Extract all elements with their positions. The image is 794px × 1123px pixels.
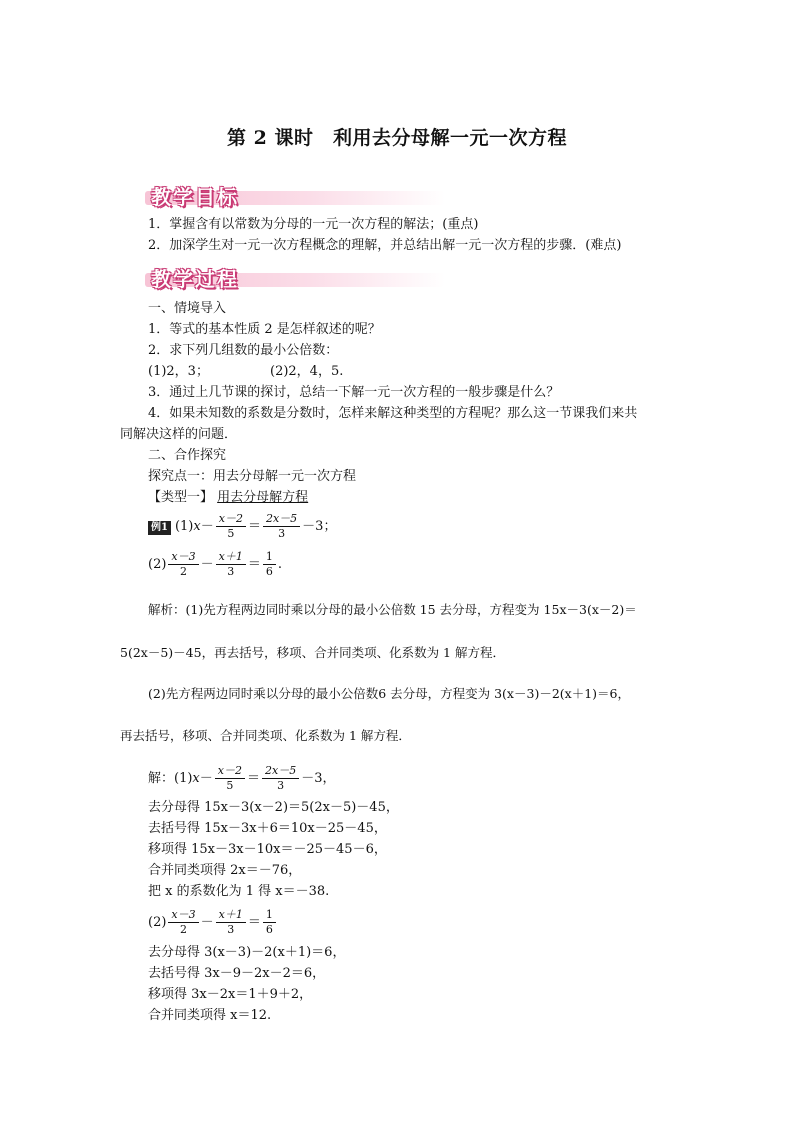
example-eq2: (2) $\frac{x-3}{2}$ － $\frac{x+1}{3}$ ＝ $\frac{1}{6}$ . [148,550,282,578]
solution-eq1: 解：(1)x－ $\frac{x-2}{5}$ ＝ $\frac{2x-5}{3}$ －3， [148,764,336,792]
fraction: $\frac{x-3}{2}$ [168,550,198,579]
section-banner-goals [145,181,445,207]
step2-4: 合并同类项得 x＝12. [148,1008,272,1023]
fraction: $\frac{2x-5}{3}$ [262,764,299,793]
intro-heading: 一、情境导入 [148,301,227,316]
intro-q1: 1．等式的基本性质 2 是怎样叙述的呢？ [148,322,381,337]
intro-q2a: (1)2，3； [148,364,209,379]
eq2-prefix: (2) [148,557,167,572]
intro-q2: 2．求下列几组数的最小公倍数： [148,343,339,358]
fraction: $\frac{1}{6}$ [263,908,276,937]
type-tag: 【类型一】 [148,490,214,505]
explore-heading: 二、合作探究 [148,448,227,463]
solution-eq2: (2) $\frac{x-3}{2}$ － $\frac{x+1}{3}$ ＝ $\frac{1}{6}$ [148,908,278,937]
eq2-end: . [277,557,282,572]
fraction: $\frac{x+1}{3}$ [216,550,246,579]
intro-q3: 3．通过上几节课的探讨，总结一下解一元一次方程的一般步骤是什么？ [148,385,560,400]
type-title: 用去分母解方程 [217,490,309,505]
step1-2: 去括号得 15x－3x＋6＝10x－25－45， [148,821,387,836]
analysis-p1b: 5(2x－5)－45，再去括号，移项、合并同类项、化系数为 1 解方程． [120,645,505,660]
eq1-prefix: (1) [174,519,194,534]
solution-tail: －3， [301,771,336,786]
step1-4: 合并同类项得 2x＝－76， [148,863,302,878]
example-eq1: 例1 (1)x－ $\frac{x-2}{5}$ ＝ $\frac{2x-5}{3}$ －3； [148,512,336,541]
fraction: $\frac{2x-5}{3}$ [263,512,300,541]
analysis-p2a: (2)先方程两边同时乘以分母的最小公倍数6 去分母，方程变为 3(x－3)－2(x＋1)＝6， [148,686,630,701]
fraction: $\frac{x+1}{3}$ [216,908,246,937]
analysis-p1a: 解析：(1)先方程两边同时乘以分母的最小公倍数 15 去分母，方程变为 15x－3(x－2)＝ [148,602,637,617]
fraction: $\frac{1}{6}$ [263,550,276,579]
page-title: 第 2 课时 利用去分母解一元一次方程 [227,127,567,149]
step1-5: 把 x 的系数化为 1 得 x＝－38. [148,884,330,899]
banner-label: 教学目标 [151,185,239,209]
solution-prefix: 解：(1) [148,771,193,786]
analysis-p2b: 再去括号，移项、合并同类项、化系数为 1 解方程． [120,728,411,743]
solution-prefix: (2) [148,915,167,930]
type-heading [148,488,308,508]
step2-1: 去分母得 3(x－3)－2(x＋1)＝6， [148,945,346,960]
goal-2: 2．加深学生对一元一次方程概念的理解，并总结出解一元一次方程的步骤．(难点) [148,238,622,253]
step2-2: 去括号得 3x－9－2x－2＝6， [148,966,326,981]
section-banner-process [145,263,445,289]
step2-3: 移项得 3x－2x＝1＋9＋2， [148,987,313,1002]
intro-q2b: (2)2，4，5. [270,364,344,379]
fraction: $\frac{x-2}{5}$ [215,764,245,793]
goal-1: 1．掌握含有以常数为分母的一元一次方程的解法；(重点) [148,217,479,232]
explore-point: 探究点一：用去分母解一元一次方程 [148,469,357,484]
step1-3: 移项得 15x－3x－10x＝－25－45－6， [148,842,387,857]
example-badge: 例1 [148,521,171,535]
intro-q4a: 4．如果未知数的系数是分数时，怎样来解这种类型的方程呢？那么这一节课我们来共 [148,406,638,421]
intro-q4b: 同解决这样的问题． [120,427,238,442]
step1-1: 去分母得 15x－3(x－2)＝5(2x－5)－45， [148,800,399,815]
eq1-tail: －3； [302,519,337,534]
fraction: $\frac{x-2}{5}$ [216,512,246,541]
banner-label: 教学过程 [151,267,239,291]
fraction: $\frac{x-3}{2}$ [168,908,198,937]
